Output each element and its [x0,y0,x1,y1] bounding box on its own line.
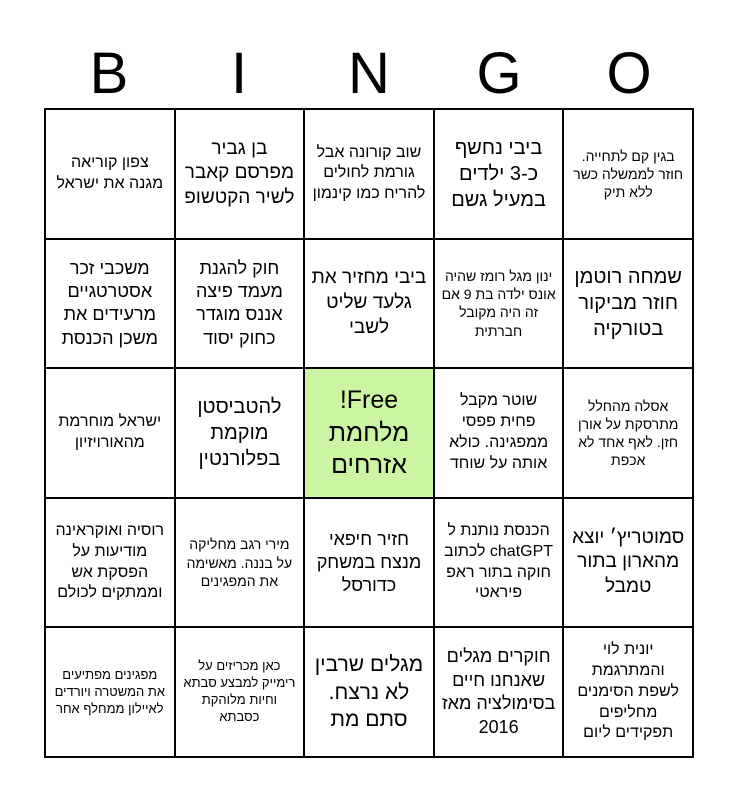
bingo-cell[interactable]: ביבי מחזיר את גלעד שליט לשבי [304,239,434,369]
bingo-cell[interactable]: מפגינים מפתיעים את המשטרה ויורדים לאיילון ממחלף אחר [45,627,175,757]
bingo-cell[interactable]: בגין קם לתחייה. חוזר לממשלה כשר ללא תיק [563,109,693,239]
bingo-cell[interactable]: ישראל מוחרמת מהאורויזיון [45,368,175,498]
bingo-cell[interactable]: רוסיה ואוקראינה מודיעות על הפסקת אש וממתקים לכולם [45,498,175,628]
bingo-cell[interactable]: סמוטריץ׳ יוצא מהארון בתור טמבל [563,498,693,628]
bingo-cell[interactable]: בן גביר מפרסם קאבר לשיר הקטשופ [175,109,305,239]
bingo-cell[interactable]: מירי רגב מחליקה על בננה. מאשימה את המפגינים [175,498,305,628]
bingo-cell[interactable]: שוב קורונה אבל גורמת לחולים להריח כמו קינמון [304,109,434,239]
bingo-cell[interactable]: הכנסת נותנת ל chatGPT לכתוב חוקה בתור ראפ פיראטי [434,498,564,628]
bingo-cell[interactable]: שוטר מקבל פחית פפסי ממפגינה. כולא אותה על שוחד [434,368,564,498]
bingo-cell[interactable]: אסלה מהחלל מתרסקת על אורן חזן. לאף אחד לא אכפת [563,368,693,498]
header-letter-b: B [89,41,129,106]
bingo-cell[interactable]: חוק להגנת מעמד פיצה אננס מוגדר כחוק יסוד [175,239,305,369]
header-letter-n: N [348,41,390,106]
bingo-cell[interactable]: ינון מגל רומז שהיה אונס ילדה בת 9 אם זה היה מקובל חברתית [434,239,564,369]
bingo-cell[interactable]: צפון קוריאה מגנה את ישראל [45,109,175,239]
bingo-header [44,38,694,110]
bingo-cell[interactable]: משכבי זכר אסטרטגיים מרעידים את משכן הכנסת [45,239,175,369]
header-letter-g: G [476,41,522,106]
bingo-cell[interactable]: יונית לוי והמתרגמת לשפת הסימנים מחליפים תפקידים ליום [563,627,693,757]
bingo-grid [44,108,694,758]
free-space-cell[interactable]: Free! מלחמת אזרחים [304,368,434,498]
bingo-cell[interactable]: חזיר חיפאי מנצח במשחק כדורסל [304,498,434,628]
bingo-cell[interactable]: כאן מכריזים על רימייק למבצע סבתא וחיות מלוהקת כסבתא [175,627,305,757]
bingo-cell[interactable]: להטביסטן מוקמת בפלורנטין [175,368,305,498]
header-letter-o: O [606,41,652,106]
header-letter-i: I [230,41,248,106]
bingo-cell[interactable]: מגלים שרבין לא נרצח. סתם מת [304,627,434,757]
bingo-cell[interactable]: ביבי נחשף כ-3 ילדים במעיל גשם [434,109,564,239]
bingo-cell[interactable]: שמחה רוטמן חוזר מביקור בטורקיה [563,239,693,369]
bingo-cell[interactable]: חוקרים מגלים שאנחנו חיים בסימולציה מאז 2016 [434,627,564,757]
